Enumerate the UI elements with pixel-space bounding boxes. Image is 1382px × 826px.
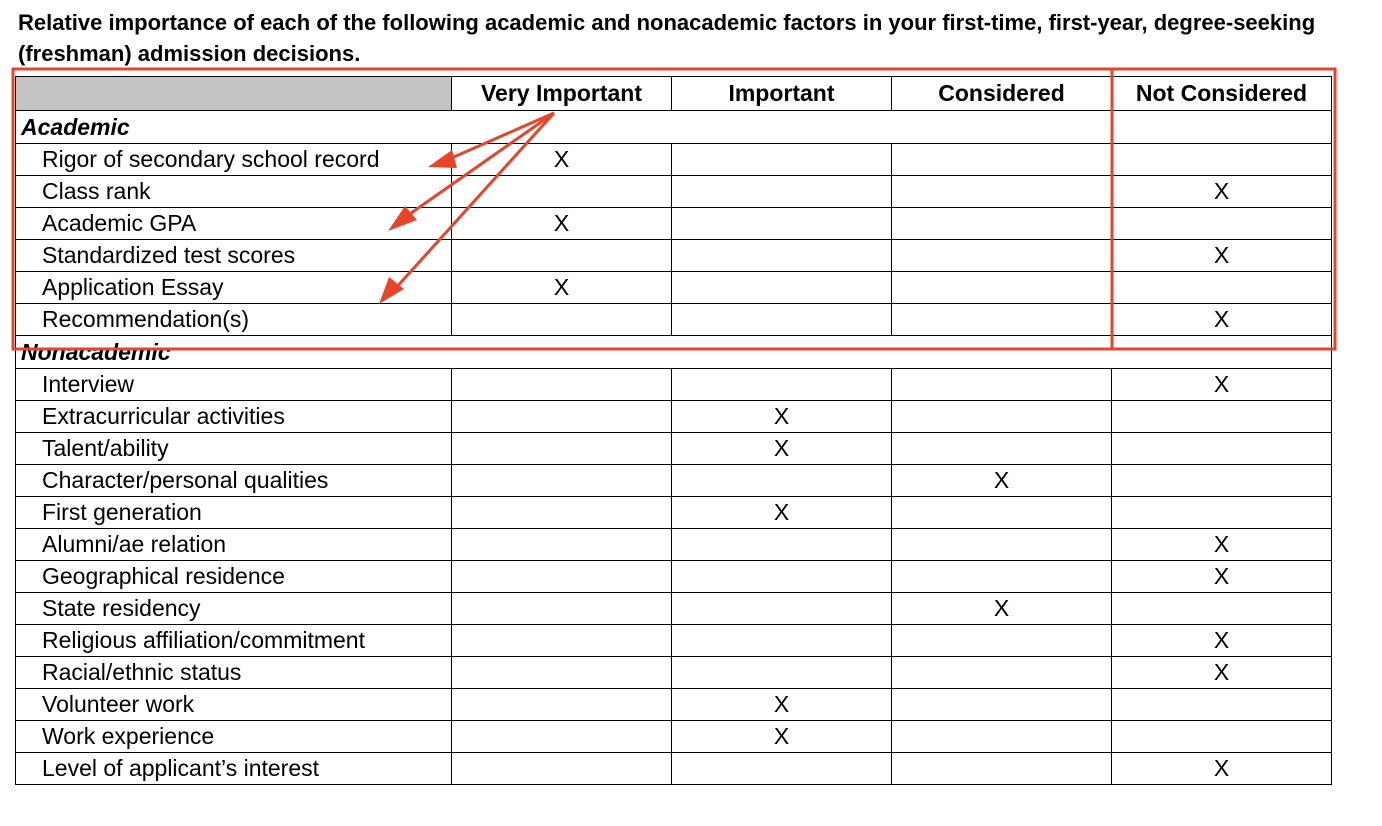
rating-mark: X [1213, 371, 1230, 397]
factor-label: Extracurricular activities [16, 401, 452, 433]
factor-label: Level of applicant’s interest [16, 753, 452, 785]
factor-label: Rigor of secondary school record [16, 144, 452, 176]
rating-mark: X [553, 274, 570, 300]
factor-label: Application Essay [16, 272, 452, 304]
section-heading: Academic [16, 111, 452, 144]
factor-label: Academic GPA [16, 208, 452, 240]
column-header-considered: Considered [892, 77, 1112, 111]
column-header-important: Important [672, 77, 892, 111]
factor-label: Standardized test scores [16, 240, 452, 272]
factor-label: Volunteer work [16, 689, 452, 721]
rating-mark: X [1213, 178, 1230, 204]
rating-mark: X [1213, 306, 1230, 332]
rating-mark: X [1213, 659, 1230, 685]
arrow-to-academic-gpa [388, 113, 554, 231]
rating-mark: X [1213, 627, 1230, 653]
factor-label: First generation [16, 497, 452, 529]
rating-mark: X [993, 595, 1010, 621]
academic-highlight-box [13, 69, 1335, 349]
not-considered-highlight-box [1112, 69, 1335, 349]
rating-mark: X [1213, 563, 1230, 589]
rating-mark: X [773, 499, 790, 525]
factor-label: Class rank [16, 176, 452, 208]
factor-label: Recommendation(s) [16, 304, 452, 336]
section-heading: Nonacademic [16, 336, 452, 369]
rating-mark: X [553, 210, 570, 236]
rating-mark: X [1213, 242, 1230, 268]
arrow-to-rigor [428, 113, 554, 168]
factor-label: Interview [16, 369, 452, 401]
factor-label: Geographical residence [16, 561, 452, 593]
factor-label: Racial/ethnic status [16, 657, 452, 689]
rating-mark: X [553, 146, 570, 172]
rating-mark: X [773, 723, 790, 749]
column-header-not-considered: Not Considered [1112, 77, 1332, 111]
factor-label: Talent/ability [16, 433, 452, 465]
rating-mark: X [773, 691, 790, 717]
factor-label: Character/personal qualities [16, 465, 452, 497]
factor-label: Religious affiliation/commitment [16, 625, 452, 657]
rating-mark: X [773, 435, 790, 461]
column-header-very-important: Very Important [452, 77, 672, 111]
factor-label: State residency [16, 593, 452, 625]
document-title: Relative importance of each of the following academic and nonacademic factors in your first-time, first-year, degree-seeking (freshman) admission decisions. [18, 10, 1316, 66]
rating-mark: X [1213, 531, 1230, 557]
rating-mark: X [993, 467, 1010, 493]
rating-mark: X [1213, 755, 1230, 781]
factor-label: Alumni/ae relation [16, 529, 452, 561]
rating-mark: X [773, 403, 790, 429]
factor-label: Work experience [16, 721, 452, 753]
